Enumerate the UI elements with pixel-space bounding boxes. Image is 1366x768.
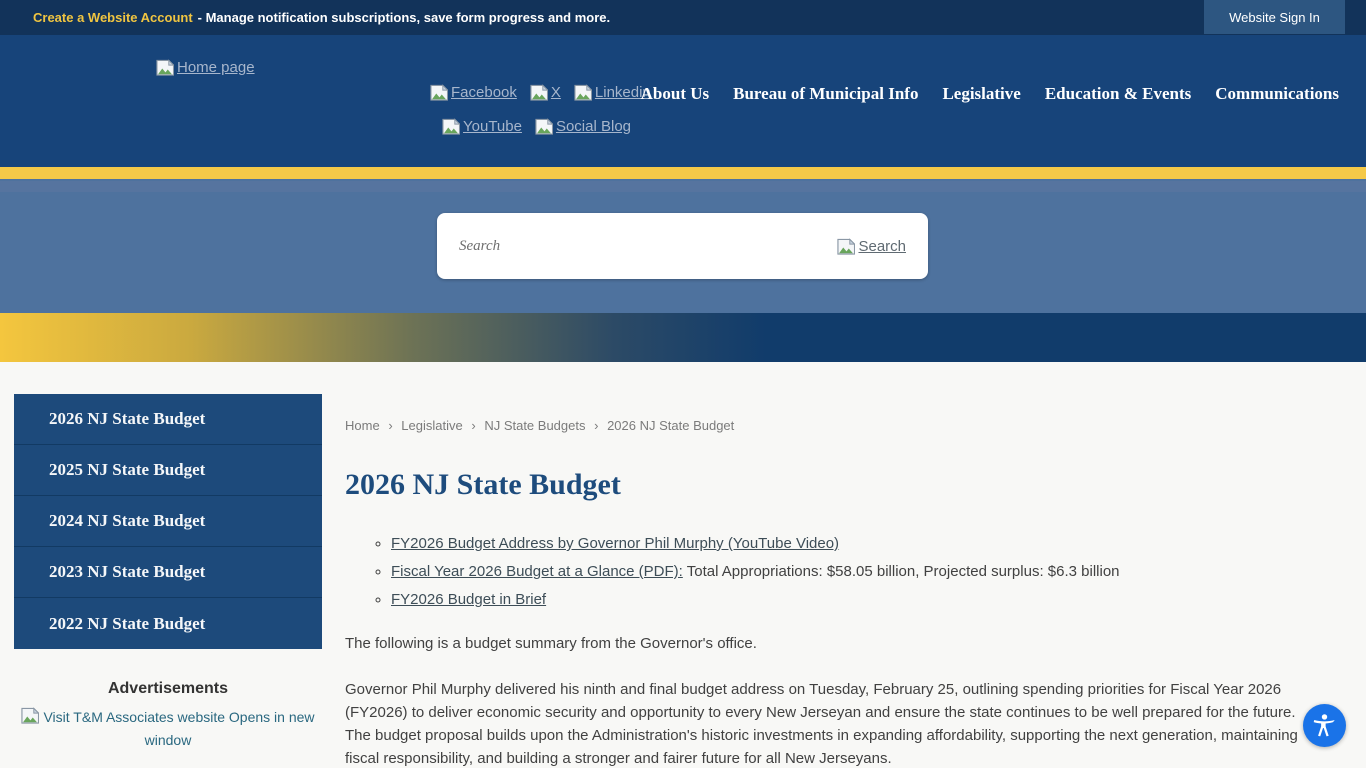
breadcrumb-separator: › — [471, 418, 476, 433]
list-item — [391, 586, 1120, 614]
sidebar-item-2025-budget[interactable]: 2025 NJ State Budget — [14, 445, 322, 496]
x-link[interactable] — [530, 84, 561, 101]
broken-image-icon — [530, 84, 548, 101]
youtube-link[interactable] — [442, 118, 522, 135]
gradient-divider — [0, 313, 1366, 362]
list-item-text: Total Appropriations: $58.05 billion, Projected surplus: $6.3 billion — [686, 563, 1120, 580]
sidebar-item-2024-budget[interactable]: 2024 NJ State Budget — [14, 496, 322, 547]
search-banner — [0, 179, 1366, 313]
facebook-link[interactable] — [430, 84, 517, 101]
search-box — [437, 213, 928, 279]
broken-image-icon — [574, 84, 592, 101]
breadcrumb — [345, 418, 734, 434]
broken-image-icon — [156, 59, 174, 76]
website-sign-in-button[interactable]: Website Sign In — [1204, 0, 1345, 34]
breadcrumb-legislative[interactable]: Legislative — [401, 418, 463, 433]
summary-body-paragraph: Governor Phil Murphy delivered his ninth and final budget address on Tuesday, February 25, outlining spending priorities for Fiscal Year 2026 (FY2026) to deliver economic security and opportunity to every New Jerseyan and ensure the state continues to be well prepared for the future. The budget proposal builds upon the Administration's historic investments in expanding affordability, supporting the next generation, maintaining fiscal responsibility, and building a stronger and fairer future for all New Jerseyans. — [345, 681, 1298, 767]
accessibility-person-icon — [1311, 712, 1338, 739]
search-submit-label: Search — [858, 237, 906, 255]
yellow-divider — [0, 167, 1366, 179]
nav-communications[interactable]: Communications — [1215, 84, 1339, 103]
nav-legislative[interactable]: Legislative — [942, 84, 1021, 103]
topbar-description: - Manage notification subscriptions, save form progress and more. — [197, 10, 611, 25]
search-input[interactable] — [459, 238, 837, 255]
top-utility-bar — [0, 0, 1366, 35]
ad-link-tm-associates[interactable] — [14, 706, 322, 752]
summary-intro-paragraph: The following is a budget summary from the Governor's office. — [345, 635, 757, 652]
breadcrumb-separator: › — [388, 418, 393, 433]
search-submit-link[interactable] — [837, 238, 906, 255]
linkedin-label: Linkedin — [594, 84, 651, 101]
broken-image-icon — [430, 84, 448, 101]
broken-image-icon — [21, 707, 39, 724]
nav-bureau-municipal-info[interactable]: Bureau of Municipal Info — [733, 84, 919, 103]
broken-image-icon — [442, 118, 460, 135]
facebook-label: Facebook — [451, 84, 517, 101]
sidebar-item-2023-budget[interactable]: 2023 NJ State Budget — [14, 547, 322, 598]
linkedin-link[interactable] — [574, 84, 651, 101]
accessibility-button[interactable] — [1303, 704, 1346, 747]
nav-about-us[interactable]: About Us — [640, 84, 710, 103]
nav-education-events[interactable]: Education & Events — [1044, 84, 1192, 103]
home-page-link[interactable] — [156, 59, 255, 76]
breadcrumb-current: 2026 NJ State Budget — [607, 418, 735, 433]
budget-links-list — [345, 530, 1120, 614]
fy2026-budget-glance-pdf-link[interactable]: Fiscal Year 2026 Budget at a Glance (PDF): — [391, 563, 683, 580]
banner-top-band — [0, 181, 1366, 192]
broken-image-icon — [837, 238, 855, 255]
topbar-message — [33, 0, 610, 35]
social-blog-label: Social Blog — [555, 118, 631, 135]
site-header — [0, 35, 1366, 167]
list-item — [391, 530, 1120, 558]
home-page-label: Home page — [177, 59, 255, 76]
advertisements-heading: Advertisements — [107, 680, 229, 697]
list-item — [391, 558, 1120, 586]
sidebar-nav — [14, 394, 322, 649]
sidebar-item-2026-budget[interactable]: 2026 NJ State Budget — [14, 394, 322, 445]
broken-image-icon — [535, 118, 553, 135]
create-account-link[interactable]: Create a Website Account — [33, 10, 193, 25]
social-blog-link[interactable] — [535, 118, 631, 135]
x-label: X — [550, 84, 561, 101]
page-title: 2026 NJ State Budget — [345, 468, 621, 501]
ad-link-label: Visit T&M Associates website Opens in new window — [43, 709, 315, 748]
breadcrumb-separator: › — [594, 418, 599, 433]
fy2026-budget-address-link[interactable]: FY2026 Budget Address by Governor Phil Murphy (YouTube Video) — [391, 535, 840, 552]
fy2026-budget-in-brief-link[interactable]: FY2026 Budget in Brief — [391, 591, 547, 608]
youtube-label: YouTube — [463, 118, 522, 135]
breadcrumb-home[interactable]: Home — [345, 418, 380, 433]
breadcrumb-nj-state-budgets[interactable]: NJ State Budgets — [484, 418, 586, 433]
social-links-row2 — [442, 118, 631, 135]
main-content-area — [0, 362, 1366, 768]
advertisements-section — [14, 680, 322, 752]
sidebar-item-2022-budget[interactable]: 2022 NJ State Budget — [49, 613, 206, 633]
main-navigation — [641, 84, 1339, 104]
social-links-row1 — [430, 84, 651, 101]
